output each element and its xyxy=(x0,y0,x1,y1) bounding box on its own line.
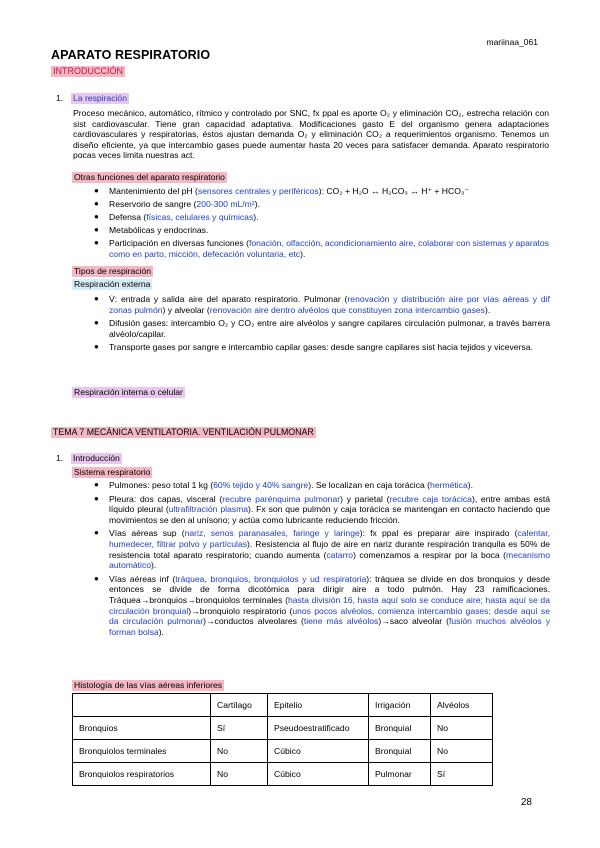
table-row xyxy=(73,717,493,740)
table-header-cell: Cartílago xyxy=(211,694,268,717)
text-segment: ). Resistencia al flujo de aire en nariz durante respiración tranquila es 50% de resistencia total aparato respiratorio; cuando aumenta ( xyxy=(109,538,551,560)
highlight-text: hermética xyxy=(430,480,468,490)
table-cell: No xyxy=(211,740,268,763)
list-item xyxy=(94,493,551,526)
section-introduccion: INTRODUCCIÓN xyxy=(53,66,123,76)
text-segment: )→saco alveolar ( xyxy=(378,616,449,627)
list-item xyxy=(94,342,550,353)
list-item xyxy=(94,237,549,259)
text-segment: ) y alveolar ( xyxy=(162,304,210,315)
text-segment: )→conductos alveolares ( xyxy=(203,616,304,627)
table-header-row xyxy=(73,694,493,717)
list-item xyxy=(94,198,549,210)
list-item xyxy=(94,211,549,223)
sec2-heading: Introducción xyxy=(73,453,120,463)
list-item xyxy=(94,528,551,571)
highlight-text: recubre parénquima pulmonar xyxy=(222,493,341,504)
bullet-icon: ● xyxy=(94,294,99,303)
list-item xyxy=(94,480,550,491)
bullet-icon: ● xyxy=(94,198,99,208)
tema-heading: TEMA 7 MECÁNICA VENTILATORIA. VENTILACIÓN PULMONAR xyxy=(53,427,314,437)
table-cell: No xyxy=(211,763,268,786)
bullet-icon: ● xyxy=(94,318,99,328)
highlight-text: renovación y distribución aire por vías aéreas y dif zonas pulmón xyxy=(109,294,550,315)
sistema-respiratorio-list xyxy=(94,480,551,640)
table-cell: Bronquiolos respiratorios xyxy=(73,763,211,786)
text-segment: ). xyxy=(253,211,259,222)
highlight-text: fusión muchos alvéolos y forman bolsa xyxy=(109,616,550,637)
table-cell: Bronquiolos terminales xyxy=(73,740,211,763)
sistema-respiratorio-label: Sistema respiratorio xyxy=(74,467,151,477)
bullet-icon: ● xyxy=(94,224,99,234)
text-segment: ): fx ppal es preparar aire inspirado ( xyxy=(359,528,518,539)
text-segment: Defensa ( xyxy=(109,211,147,222)
text-segment: Transporte gases por sangre e intercambio capilar gases: desde sangre capilares sist hacia tejidos y viceversa. xyxy=(109,342,533,353)
table-row xyxy=(73,763,493,786)
otras-funciones-label: Otras funciones del aparato respiratorio xyxy=(74,172,225,182)
highlight-text: físicas, celulares y químicas xyxy=(146,211,254,222)
highlight-text: calentar, humedecer, filtrar polvo y partículas xyxy=(109,528,550,549)
text-segment: ), entre ambas está líquido pleural ( xyxy=(109,493,550,515)
text-segment: Participación en diversas funciones ( xyxy=(109,237,249,248)
highlight-text: hasta división 16, hasta aquí solo se conduce aire; hasta aquí se da circulación bronquial xyxy=(109,594,550,616)
table-header-cell: Alvéolos xyxy=(431,694,493,717)
list-item xyxy=(94,318,550,339)
author-name: mariinaa_061 xyxy=(486,37,538,47)
text-segment: ). xyxy=(484,304,491,315)
table-cell: Bronquial xyxy=(369,740,431,763)
highlight-text: recubre caja torácica xyxy=(389,493,472,504)
bullet-icon: ● xyxy=(94,528,99,538)
text-segment: ) comenzamos a respirar por la boca ( xyxy=(353,549,507,560)
highlight-text: renovación aire dentro alvéolos que constituyen zona intercambio gases xyxy=(209,304,485,315)
bullet-icon: ● xyxy=(94,237,99,247)
bullet-icon: ● xyxy=(94,186,99,195)
text-segment: V̇: entrada y salida aire del aparato respiratorio. Pulmonar ( xyxy=(109,294,348,304)
histologia-label: Histología de las vías aéreas inferiores xyxy=(74,680,223,690)
highlight-text: 200-300 mL/m² xyxy=(196,198,255,209)
text-segment: Difusión gases: intercambio O₂ y CO₂ entre aire alvéolos y sangre capilares circulación pulmonar, a través barrera alvéolo/capilar. xyxy=(109,318,550,339)
table-cell: Cúbico xyxy=(268,763,369,786)
text-segment: ). Se localizan en caja torácica ( xyxy=(308,480,431,490)
sec1-heading: La respiración xyxy=(73,93,127,103)
text-segment: )→bronquiolo respiratorio ( xyxy=(188,605,293,616)
table-header-cell: Epitelio xyxy=(268,694,369,717)
list-item xyxy=(94,224,549,236)
text-segment: Pleura: dos capas, visceral ( xyxy=(109,493,223,504)
list-item xyxy=(94,294,550,315)
text-segment: ). xyxy=(467,480,474,490)
highlight-text: fonación, olfacción, acondicionamiento aire, colaborar con sistemas y aparatos como en parto, micción, defecación voluntaria, etc xyxy=(109,237,549,259)
respiracion-externa-label: Respiración externa xyxy=(74,279,151,289)
highlight-text: 60% tejido y 40% sangre xyxy=(213,480,309,490)
table-cell: No xyxy=(431,717,493,740)
highlight-text: unos pocos alvéolos, comienza intercambio gases; desde aquí se da circulación pulmonar xyxy=(109,605,551,627)
table-cell: Bronquial xyxy=(369,717,431,740)
table-cell: Sí xyxy=(431,763,493,786)
text-segment: Metabólicas y endocrinas. xyxy=(109,224,209,235)
page-number: 28 xyxy=(520,797,532,808)
table-cell: Pulmonar xyxy=(369,763,431,786)
tipos-respiracion-label: Tipos de respiración xyxy=(74,266,152,276)
respiracion-interna-label: Respiración interna o celular xyxy=(74,387,183,397)
text-segment: ). xyxy=(254,198,260,209)
text-segment: ). xyxy=(158,626,164,637)
text-segment: Reservorio de sangre ( xyxy=(109,198,197,209)
text-segment: Mantenimiento del pH ( xyxy=(109,186,198,196)
text-segment: ). xyxy=(300,248,306,259)
bullet-icon: ● xyxy=(94,480,99,489)
table-cell: Bronquios xyxy=(73,717,211,740)
table-header-cell: Irrigación xyxy=(369,694,431,717)
sec1-number: 1. xyxy=(56,93,64,103)
text-segment: ). Fx son que pulmón y caja torácica se mantengan en contacto haciendo que movimientos se den al unísono; y actúa como lubricante reduciendo fricción. xyxy=(109,504,551,525)
bullet-icon: ● xyxy=(94,573,99,583)
highlight-text: nariz, senos paranasales, faringe y laringe xyxy=(184,528,360,539)
bullet-icon: ● xyxy=(94,493,99,503)
text-segment: ) y parietal ( xyxy=(340,493,390,504)
highlight-text: mecanismo automático xyxy=(109,549,550,571)
highlight-text: sensores centrales y periféricos xyxy=(197,186,319,196)
text-segment: Vías aéreas inf ( xyxy=(109,573,176,584)
bullet-icon: ● xyxy=(94,342,99,352)
respiracion-externa-list xyxy=(94,294,550,356)
table-row xyxy=(73,740,493,763)
text-segment: ): CO₂ + H₂O ↔ H₂CO₃ ↔ H⁺ + HCO₃⁻ xyxy=(318,186,469,196)
sec2-number: 1. xyxy=(56,453,64,463)
table-header-cell xyxy=(73,694,211,717)
table-cell: Pseudoestratificado xyxy=(268,717,369,740)
table-cell: Sí xyxy=(211,717,268,740)
highlight-text: tráquea, bronquios, bronquiolos y ud respiratoria xyxy=(175,573,367,584)
highlight-text: tiene más alvéolos xyxy=(303,616,379,627)
text-segment: Pulmones: peso total 1 kg ( xyxy=(109,480,214,490)
bullet-icon: ● xyxy=(94,211,99,221)
table-cell: No xyxy=(431,740,493,763)
otras-funciones-list xyxy=(94,186,549,259)
highlight-text: ultrafiltración plasma xyxy=(168,504,249,515)
text-segment: ). xyxy=(151,560,157,571)
list-item xyxy=(94,573,551,638)
sec1-paragraph: Proceso mecánico, automático, rítmico y controlado por SNC, fx ppal es aporte O₂ y eliminación CO₂, estrecha relación con sist cardiovascular. Tiene gran capacidad adaptativa. Modificaciones gasto E del organismo genera adaptaciones cardiovasculares y respiratorias, éstos ajustan demanda O₂ y eliminación CO₂ a requerimientos organismo. Tenemos un diseño eficiente, ya que intercambio gases puede aumentar hasta 20 veces para satisfacer demanda. Aparato respiratorio pocas veces limita nuestras act. xyxy=(73,108,549,161)
text-segment: ): tráquea se divide en dos bronquios y desde entonces se divide de forma dicotómica para dirigir aire a todo pulmón. Hay 23 ramificaciones. Tráquea→bronquios→bronquiolos terminales ( xyxy=(109,573,550,605)
table-cell: Cúbico xyxy=(268,740,369,763)
highlight-text: catarro xyxy=(326,549,354,560)
histology-table xyxy=(72,693,493,786)
text-segment: Vías aéreas sup ( xyxy=(109,528,185,539)
list-item xyxy=(94,186,549,197)
page-title: APARATO RESPIRATORIO xyxy=(51,48,211,62)
